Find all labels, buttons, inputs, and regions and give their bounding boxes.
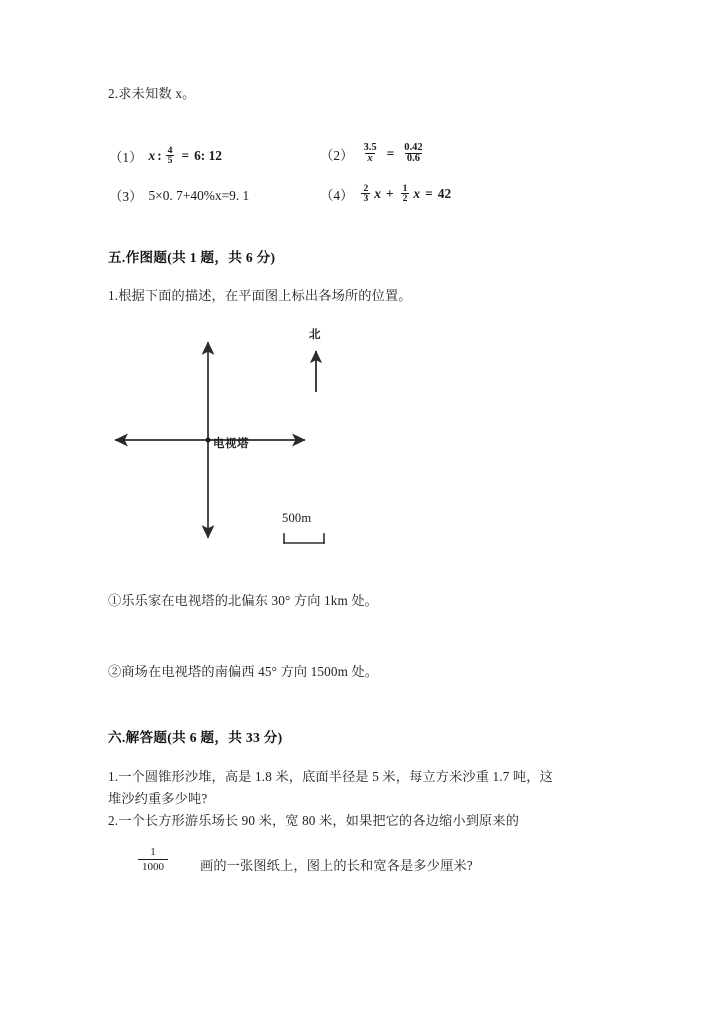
item-4-numerator-1: 2 <box>363 182 369 194</box>
question-2-item-3 <box>109 186 249 205</box>
section-five-question-1: 1.根据下面的描述，在平面图上标出各场所的位置。 <box>108 288 412 303</box>
item-1-label: （1） <box>109 149 143 165</box>
item-4-numerator-2: 1 <box>402 182 408 194</box>
item-1-rhs: 6: 12 <box>194 148 222 164</box>
item-3-label: （3） <box>109 189 143 204</box>
tv-tower-label: 电视塔 <box>213 438 249 450</box>
question-2-prompt: 2.求未知数 x。 <box>108 86 196 101</box>
north-label: 北 <box>309 329 321 341</box>
question-2-item-2 <box>320 143 427 165</box>
question-2-item-1 <box>109 146 222 167</box>
item-4-fraction-2 <box>401 184 410 205</box>
item-4-label: （4） <box>320 187 354 203</box>
item-4-fraction-1 <box>361 184 370 205</box>
item-4-variable-1: x <box>374 186 381 202</box>
item-4-denominator-2: 2 <box>402 193 408 205</box>
section-five-heading: 五.作图题(共 1 题，共 6 分) <box>108 250 276 265</box>
item-1-colon: : <box>157 148 162 164</box>
section-six-question-2-line-2: 画的一张图纸上，图上的长和宽各是多少厘米? <box>200 858 473 873</box>
diagram-description-1: ①乐乐家在电视塔的北偏东 30° 方向 1km 处。 <box>108 593 378 608</box>
item-1-equals: = <box>181 148 190 164</box>
item-4-plus: + <box>385 186 394 202</box>
scale-bar <box>284 534 324 543</box>
section-six-question-1-line-2: 堆沙约重多少吨? <box>108 791 208 806</box>
item-2-right-fraction <box>402 143 424 165</box>
item-4-variable-2: x <box>413 186 421 202</box>
item-2-left-fraction <box>361 143 378 165</box>
item-2-right-numerator: 0.42 <box>404 141 423 153</box>
section-six-question-2-line-1: 2.一个长方形游乐场长 90 米，宽 80 米，如果把它的各边缩小到原来的 <box>108 813 520 828</box>
item-1-denominator: 5 <box>167 155 173 167</box>
scale-fraction-denominator: 1000 <box>138 859 168 873</box>
scale-bar-label: 500m <box>282 511 312 525</box>
question-2-scale-fraction <box>138 846 168 874</box>
item-1-variable: x <box>148 148 156 164</box>
diagram-description-2: ②商场在电视塔的南偏西 45° 方向 1500m 处。 <box>108 664 379 679</box>
tv-tower-point <box>206 438 211 443</box>
item-2-left-numerator: 3.5 <box>363 141 377 153</box>
item-2-label: （2） <box>320 147 354 163</box>
item-3-expression: 5×0. 7+40%x=9. 1 <box>148 187 250 203</box>
item-2-left-denominator: x <box>367 153 373 165</box>
item-4-rhs: 42 <box>437 186 452 202</box>
location-plan-diagram <box>100 325 360 555</box>
question-2-item-4 <box>320 184 451 205</box>
item-2-equals: = <box>386 146 395 162</box>
item-1-fraction <box>166 146 175 167</box>
section-six-heading: 六.解答题(共 6 题，共 33 分) <box>108 730 283 745</box>
item-4-equals: = <box>425 186 433 202</box>
scale-fraction-numerator: 1 <box>150 846 156 858</box>
section-six-question-1-line-1: 1.一个圆锥形沙堆，高是 1.8 米，底面半径是 5 米，每立方米沙重 1.7 吨，这 <box>108 769 553 784</box>
item-2-right-denominator: 0.6 <box>406 153 420 165</box>
item-1-numerator: 4 <box>167 144 173 156</box>
item-4-denominator-1: 3 <box>363 193 369 205</box>
